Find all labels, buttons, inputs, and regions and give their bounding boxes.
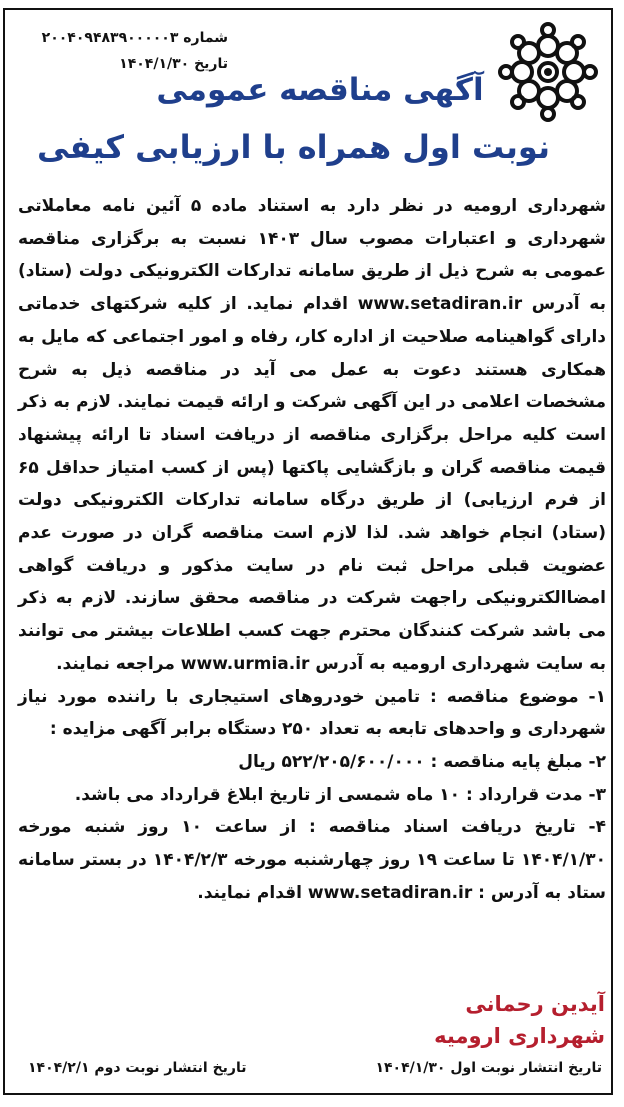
item-base-amount: ۲- مبلغ پایه مناقصه : ۵۲۲/۲۰۵/۶۰۰/۰۰۰ ریال — [238, 751, 606, 772]
signature-org: شهرداری ارومیه — [434, 1024, 605, 1048]
signature-name: آیدین رحمانی — [465, 992, 605, 1016]
page-subtitle: نوبت اول همراه با ارزیابی کیفی — [36, 128, 550, 166]
item-contract-duration: ۳- مدت قرارداد : ۱۰ ماه شمسی از تاریخ ابلاغ قرارداد می باشد. — [74, 784, 606, 805]
notice-date: تاریخ ۱۴۰۴/۱/۳۰ — [119, 56, 228, 72]
notice-number: شماره ۲۰۰۴۰۹۴۸۳۹۰۰۰۰۰۳ — [41, 30, 228, 46]
item-document-dates: ۴- تاریخ دریافت اسناد مناقصه : از ساعت ۱۰ روز شنبه مورخه ۱۴۰۴/۱/۳۰ تا ساعت ۱۹ روز چهارشنبه مورخه ۱۴۰۴/۲/۳ در بستر سامانه ستاد به آدرس : www.setadiran.ir اقدام نمایند. — [18, 817, 606, 903]
municipality-logo-icon — [498, 22, 598, 122]
second-publish-date: تاریخ انتشار نوبت دوم ۱۴۰۴/۲/۱ — [28, 1060, 247, 1076]
item-subject: ۱- موضوع مناقصه : تامین خودروهای استیجاری با راننده مورد نیاز شهرداری و واحدهای تابعه به تعداد ۲۵۰ دستگاه برابر آگهی مزایده : — [18, 686, 606, 740]
first-publish-date: تاریخ انتشار نوبت اول ۱۴۰۴/۱/۳۰ — [375, 1060, 602, 1076]
intro-paragraph: شهرداری ارومیه در نظر دارد به استناد ماده ۵ آئین نامه معاملاتی شهرداری و اعتبارات مصوب سال ۱۴۰۳ نسبت به برگزاری مناقصه عمومی به شرح ذیل از طریق سامانه تدارکات الکترونیکی دولت (ستاد) به آدرس www.setadiran.ir اقدام نماید. از کلیه شرکتهای خدماتی دارای گواهینامه صلاحیت از اداره کار، رفاه و امور اجتماعی که مایل به همکاری هستند دعوت به عمل می آید در مناقصه ذیل به شرح مشخصات اعلامی در این آگهی شرکت و ارائه قیمت نمایند. لازم به ذکر است کلیه مراحل برگزاری مناقصه از دریافت اسناد تا ارائه پیشنهاد قیمت مناقصه گران و بازگشایی پاکتها (پس از کسب امتیاز حداقل ۶۵ از فرم ارزیابی) از طریق درگاه سامانه تدارکات الکترونیکی دولت (ستاد) انجام خواهد شد. لذا لازم است مناقصه گران در صورت عدم عضویت قبلی مراحل ثبت نام در سایت مذکور و دریافت گواهی امضاالکترونیکی راجهت شرکت در مناقصه محقق سازند. لازم به ذکر می باشد شرکت کنندگان محترم جهت کسب اطلاعات بیشتر می توانند به سایت شهرداری ارومیه به آدرس www.urmia.ir مراجعه نمایند. — [18, 196, 606, 674]
page-title: آگهی مناقصه عمومی — [156, 72, 484, 108]
notice-body — [18, 190, 606, 909]
